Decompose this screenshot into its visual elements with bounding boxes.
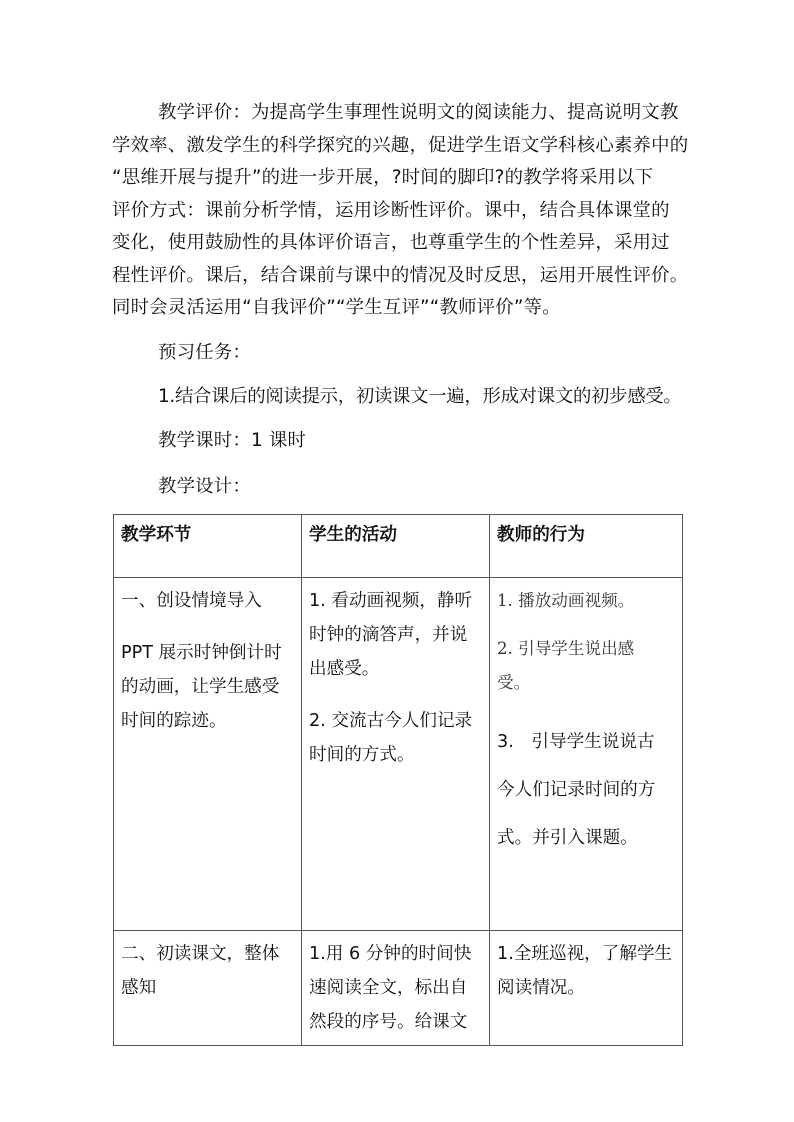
stage-cell: 二、初读课文，整体 感知: [114, 931, 302, 1046]
text-line: 学效率、激发学生的科学探究的兴趣，促进学生语文学科核心素养中的: [112, 134, 689, 156]
teaching-hours: 教学课时：1 课时: [158, 430, 307, 451]
text-line: 变化，使用鼓励性的具体评价语言，也尊重学生的个性差异，采用过: [112, 232, 670, 253]
text-line: 程性评价。课后，结合课前与课中的情况及时反思，运用开展性评价。: [112, 264, 689, 286]
student-activity-cell: 1. 看动画视频，静听 时钟的滴答声，并说 出感受。 2. 交流古今人们记录 时间的方式。: [302, 578, 490, 931]
table-header-row: [114, 515, 683, 578]
text-line: 评价方式：课前分析学情，运用诊断性评价。课中，结合具体课堂的: [112, 199, 670, 221]
header-teacher-behavior: 教师的行为: [490, 515, 683, 578]
teaching-design-table: [113, 514, 683, 1046]
text-line: 教学评价：为提高学生事理性说明文的阅读能力、提高说明文教: [158, 102, 679, 123]
preview-heading: 预习任务：: [158, 342, 251, 363]
header-stage: 教学环节: [114, 515, 302, 578]
table-row: [114, 578, 683, 931]
teaching-evaluation-paragraph: [112, 97, 689, 325]
text-line: 同时会灵活运用“自我评价”“学生互评”“教师评价”等。: [112, 297, 561, 318]
student-activity-cell: 1.用 6 分钟的时间快 速阅读全文，标出自 然段的序号。给课文: [302, 931, 490, 1046]
design-heading: 教学设计：: [158, 476, 251, 497]
text-line: “思维开展与提升”的进一步开展，?时间的脚印?的教学将采用以下: [112, 167, 654, 188]
teacher-behavior-cell: 1.全班巡视，了解学生 阅读情况。: [490, 931, 683, 1046]
table-row: [114, 931, 683, 1046]
header-student-activity: 学生的活动: [302, 515, 490, 578]
stage-cell: 一、创设情境导入 PPT 展示时钟倒计时 的动画，让学生感受 时间的踪迹。: [114, 578, 302, 931]
preview-item: 1.结合课后的阅读提示，初读课文一遍，形成对课文的初步感受。: [158, 386, 682, 407]
teacher-behavior-cell: 1. 播放动画视频。 2. 引导学生说出感 受。 3. 引导学生说说古 今人们记录时间的方 式。并引入课题。: [490, 578, 683, 931]
